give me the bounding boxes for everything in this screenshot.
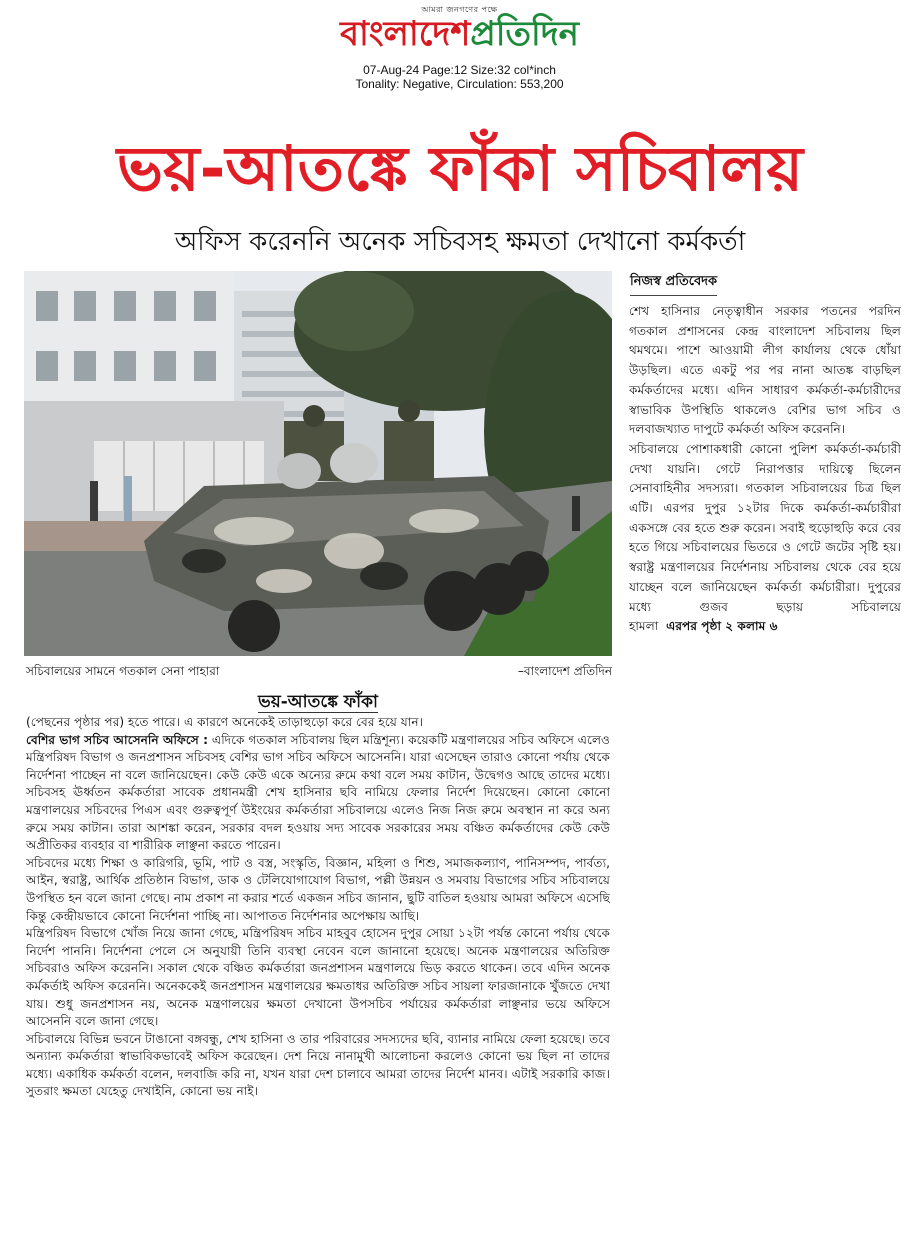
- newspaper-logo: [0, 15, 919, 53]
- photo-armored-vehicle: [24, 271, 612, 656]
- jump-paragraph: মন্ত্রিপরিষদ বিভাগে খোঁজ নিয়ে জানা গেছে, মন্ত্রিপরিষদ সচিব মাহবুব হোসেন দুপুর সোয়া ১২টা পর্যন্ত কোনো পর্যায় থেকে নির্দেশ পাননি। নির্দেশনা পেলে সে অনুযায়ী তিনি ব্যবস্থা নেবেন বলে জানানো হয়েছে। অনেক মন্ত্রণালয়ের অতিরিক্ত সচিবরাও অফিস করেননি। সকাল থেকে বঞ্চিত কর্মকর্তারা জনপ্রশাসন মন্ত্রণালয়ে ভিড় করতে থাকেন। তবে এদিন অনেক কর্মকর্তাই অফিস করেননি। অনেককেই জনপ্রশাসন মন্ত্রণালয়ের ক্ষমতাধর অতিরিক্ত সচিব সায়লা ফারজানাকে খুঁজতে দেখা যায়। শুধু জনপ্রশাসন নয়, অনেক মন্ত্রণালয়ের ক্ষমতা দেখানো উপসচিব পর্যায়ের কর্মকর্তারা লাঞ্ছনার ভয়ে অফিসে আসেননি বলে জানা গেছে।: [26, 926, 610, 1029]
- masthead: [0, 4, 919, 53]
- clip-meta: [0, 63, 919, 91]
- jump-paragraph: [26, 732, 610, 855]
- jump-body: [26, 714, 610, 1244]
- front-column: [629, 302, 901, 682]
- clip-meta-line-2: Tonality: Negative, Circulation: 553,200: [355, 77, 564, 91]
- jump-paragraph: সচিবালয়ে বিভিন্ন ভবনে টাঙানো বঙ্গবন্ধু, শেখ হাসিনা ও তার পরিবারের সদস্যদের ছবি, ব্যানার নামিয়ে ফেলা হয়েছে। তবে অন্যান্য কর্মকর্তারা স্বাভাবিকভাবেই অফিস করেছেন। দেশ নিয়ে নানামুখী আলোচনা করলেও কোনো ভয় ছিল না তাদের মধ্যে। একাধিক কর্মকর্তা বলেন, দলবাজি করি না, যখন যারা দেশ চালাবে আমরা তাদের নির্দেশ মানব। এটাই সরকারি কাজ। সুতরাং ক্ষমতা যেহেতু দেখাইনি, কোনো ভয় নাই।: [26, 1031, 610, 1099]
- jump-title-text: ভয়-আতঙ্কে ফাঁকা: [258, 692, 378, 712]
- continued-label: এরপর পৃষ্ঠা ২ কলাম ৬: [666, 619, 778, 634]
- front-paragraph: শেখ হাসিনার নেতৃত্বাধীন সরকার পতনের পরদিন গতকাল প্রশাসনের কেন্দ্র বাংলাদেশ সচিবালয় ছিল থমথমে। পাশে আওয়ামী লীগ কার্যালয় থেকে ধোঁয়া উড়ছিল। এতে একটু পর পর নানা আতঙ্ক বাড়ছিল কর্মকর্তাদের মধ্যে। এদিন সাধারণ কর্মকর্তা-কর্মচারীদের স্বাভাবিক উপস্থিতি থাকলেও বেশির ভাগ সচিব ও দলবাজখ্যাত দাপুটে কর্মকর্তা অফিস করেননি।: [629, 304, 901, 437]
- logo-part-2: প্রতিদিন: [470, 14, 579, 54]
- jump-paragraph: সচিবদের মধ্যে শিক্ষা ও কারিগরি, ভূমি, পাট ও বস্ত্র, সংস্কৃতি, বিজ্ঞান, মহিলা ও শিশু, সমাজকল্যাণ, পানিসম্পদ, পার্বত্য, আইন, স্বরাষ্ট্র, আর্থিক প্রতিষ্ঠান বিভাগ, ডাক ও টেলিযোগাযোগ বিভাগ, পল্লী উন্নয়ন ও সমবায় বিভাগের সচিব সচিবালয়ে উপস্থিত হন বলে জানা গেছে। নাম প্রকাশ না করার শর্তে একজন সচিব জানান, ছুটি বাতিল হওয়ায় আমরা অফিসে এসেছি কিন্তু কেন্দ্রীয়ভাবে কোনো নির্দেশনা পাচ্ছি না। আপাতত নির্দেশনার অপেক্ষায় আছি।: [26, 855, 610, 923]
- jump-subhead: বেশির ভাগ সচিব আসেননি অফিসে :: [26, 732, 209, 747]
- article-headline: ভয়-আতঙ্কে ফাঁকা সচিবালয়: [116, 132, 804, 205]
- jump-subhead-text: এদিকে গতকাল সচিবালয় ছিল মন্ত্রিশূন্য। কয়েকটি মন্ত্রণালয়ের সচিব অফিসে এলেও মন্ত্রিপরিষদ বিভাগ ও জনপ্রশাসন সচিবসহ বেশির ভাগ সচিব অফিসে আসেননি। যারা এসেছেন তারাও কোনো পর্যায় থেকে নির্দেশনা পাচ্ছেন না বলে জানিয়েছেন। কেউ কেউ একে অন্যের রুমে কথা বলে সময় কাটান, উদ্বেগও আছে তাদের মধ্যে। সচিবসহ ঊর্ধ্বতন কর্মকর্তারা সাবেক প্রধানমন্ত্রী শেখ হাসিনার ছবি নামিয়ে ফেলার নির্দেশ দিয়েছেন। কোনো কোনো মন্ত্রণালয়ের সচিবদের পিএস এবং গুরুত্বপূর্ণ উইংয়ের কর্মকর্তারা সচিবালয়ে এলেও নিজ নিজ রুমে অবস্থান না করে অন্য রুমে সময় কাটান। তারা আশঙ্কা করেন, সরকার বদল হওয়ায় সদ্য সাবেক সরকারের সময় বঞ্চিত কর্মকর্তাদের কেউ কেউ অপ্রীতিকর ব্যবহার বা শারীরিক লাঞ্ছনা করতে পারেন।: [26, 732, 610, 853]
- masthead-tagline: আমরা জনগণের পক্ষে: [421, 5, 498, 14]
- front-paragraph: [629, 440, 901, 637]
- byline: নিজস্ব প্রতিবেদক: [630, 272, 717, 296]
- front-paragraph-text: সচিবালয়ে পোশাকধারী কোনো পুলিশ কর্মকর্তা-কর্মচারী দেখা যায়নি। গেটে নিরাপত্তার দায়িত্বে ছিলেন সেনাবাহিনীর সদস্যরা। গতকাল সচিবালয়ের চিত্র ছিল এটি। এরপর দুপুর ১২টার দিকে কর্মকর্তা-কর্মচারীরা একসঙ্গে বের হতে শুরু করেন। সবাই হুড়োহুড়ি করে বের হতে গিয়ে সচিবালয়ের ভিতরে ও গেটে জটের সৃষ্টি হয়। স্বরাষ্ট্র মন্ত্রণালয়ের নির্দেশনায় সচিবালয় থেকে বের হয়ে যাচ্ছেন বলে জানিয়েছেন কর্মকর্তা কর্মচারীরা। দুপুরের মধ্যে গুজব ছড়ায় সচিবালয়ে হামলা: [629, 441, 901, 634]
- photo-caption: সচিবালয়ের সামনে গতকাল সেনা পাহারা: [26, 664, 220, 678]
- jump-title: [24, 690, 612, 714]
- jump-lead: (পেছনের পৃষ্ঠার পর) হতে পারে। এ কারণে অনেকেই তাড়াহুড়ো করে বের হয়ে যান।: [26, 715, 423, 729]
- clip-meta-line-1: 07-Aug-24 Page:12 Size:32 col*inch: [363, 63, 556, 77]
- logo-part-1: বাংলাদেশ: [340, 14, 471, 54]
- photo-credit: –বাংলাদেশ প্রতিদিন: [517, 664, 612, 678]
- article-photo: [24, 271, 612, 656]
- article-subheadline: অফিস করেননি অনেক সচিবসহ ক্ষমতা দেখানো কর্মকর্তা: [174, 227, 746, 257]
